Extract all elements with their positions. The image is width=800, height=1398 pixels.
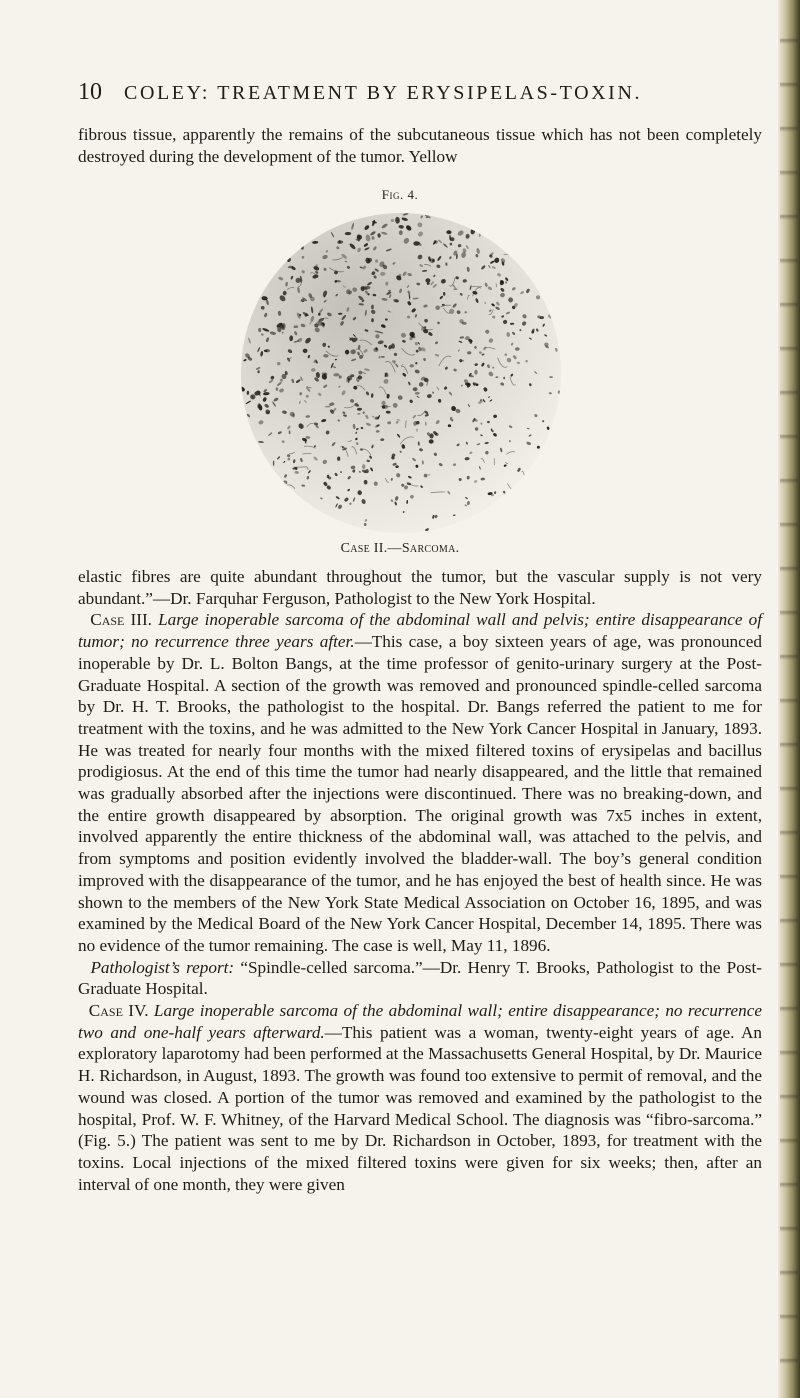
running-title: COLEY: TREATMENT BY ERYSIPELAS-TOXIN.: [124, 82, 643, 104]
report-text: “Spindle-celled sarcoma.”—Dr. Henry T. Brooks, Pathologist to the Post-Graduate Hospital.: [78, 957, 762, 999]
main-text: [78, 566, 762, 1195]
paragraph-case-4: [78, 1000, 762, 1195]
figure-label: Fig. 4.: [381, 187, 419, 202]
sarcoma-micrograph-image: [236, 208, 566, 538]
page-number: 10: [78, 79, 102, 105]
micrograph-figure: [236, 208, 566, 538]
case-4-text: —This patient was a woman, twenty-eight years of age. An exploratory laparotomy had been performed at the Massachusetts General Hospital, by Dr. Maurice H. Richardson, in August, 1893. The growth was found too extensive to permit of removal, and the wound was closed. A portion of the tumor was removed and examined by the pathologist to the hospital, Prof. W. F. Whitney, of the Harvard Medical School. The diagnosis was “fibro-sarcoma.” (Fig. 5.) The patient was sent to me by Dr. Richardson in October, 1893, for treatment with the toxins. Local injections of the mixed filtered toxins were given for six weeks; then, after an interval of one month, they were given: [78, 1022, 762, 1194]
report-label: Pathologist’s report:: [90, 957, 235, 977]
case-3-title: Large inoperable sarcoma of the abdominal wall and pelvis; entire disappearance of tumor; no recurrence three years after.: [78, 610, 763, 652]
case-3-heading: Case III.: [90, 610, 152, 630]
case-3-text: —This case, a boy sixteen years of age, was pronounced inoperable by Dr. L. Bolton Bangs, at the time professor of genito-urinary surgery at the Post-Graduate Hospital. A section of the growth was removed and pronounced spindle-celled sarcoma by Dr. H. T. Brooks, the pathologist to the hospital. Dr. Bangs referred the patient to me for treatment with the toxins, and he was admitted to the New York Cancer Hospital in January, 1893. He was treated for nearly four months with the mixed filtered toxins of erysipelas and bacillus prodigiosus. At the end of this time the tumor had nearly disappeared, and the little that remained was gradually absorbed after the injections were discontinued. There was no breaking-down, and the entire growth disappeared by absorption. The original growth was 7x5 inches in extent, involved apparently the entire thickness of the abdominal wall, was attached to the pelvis, and from symptoms and position evidently involved the bladder-wall. The boy’s general condition improved with the disappearance of the tumor, and he has enjoyed the best of health since. He was shown to the members of the New York State Medical Association on October 16, 1895, and was examined by the Medical Board of the New York Cancer Hospital, December 14, 1895. There was no evidence of the tumor remaining. The case is well, May 11, 1896.: [78, 632, 762, 955]
page-edge-shadow: [778, 0, 800, 1398]
paragraph-elastic-fibres: elastic fibres are quite abundant throughout the tumor, but the vascular supply is not very abundant.”—Dr. Farquhar Ferguson, Pathologist to the New York Hospital.: [78, 567, 762, 608]
paragraph-case-3: [78, 609, 762, 956]
running-header: [78, 79, 718, 109]
intro-paragraph: fibrous tissue, apparently the remains of the subcutaneous tissue which has not been completely destroyed during the development of the tumor. Yellow: [78, 125, 762, 166]
case-4-title: Large inoperable sarcoma of the abdominal wall; entire disappearance; no recurrence two and one-half years afterward.: [78, 1001, 763, 1042]
figure-caption: Case II.—Sarcoma.: [340, 541, 460, 556]
case-4-heading: Case IV.: [88, 1001, 149, 1021]
paragraph-pathologist-report: [78, 957, 762, 1000]
